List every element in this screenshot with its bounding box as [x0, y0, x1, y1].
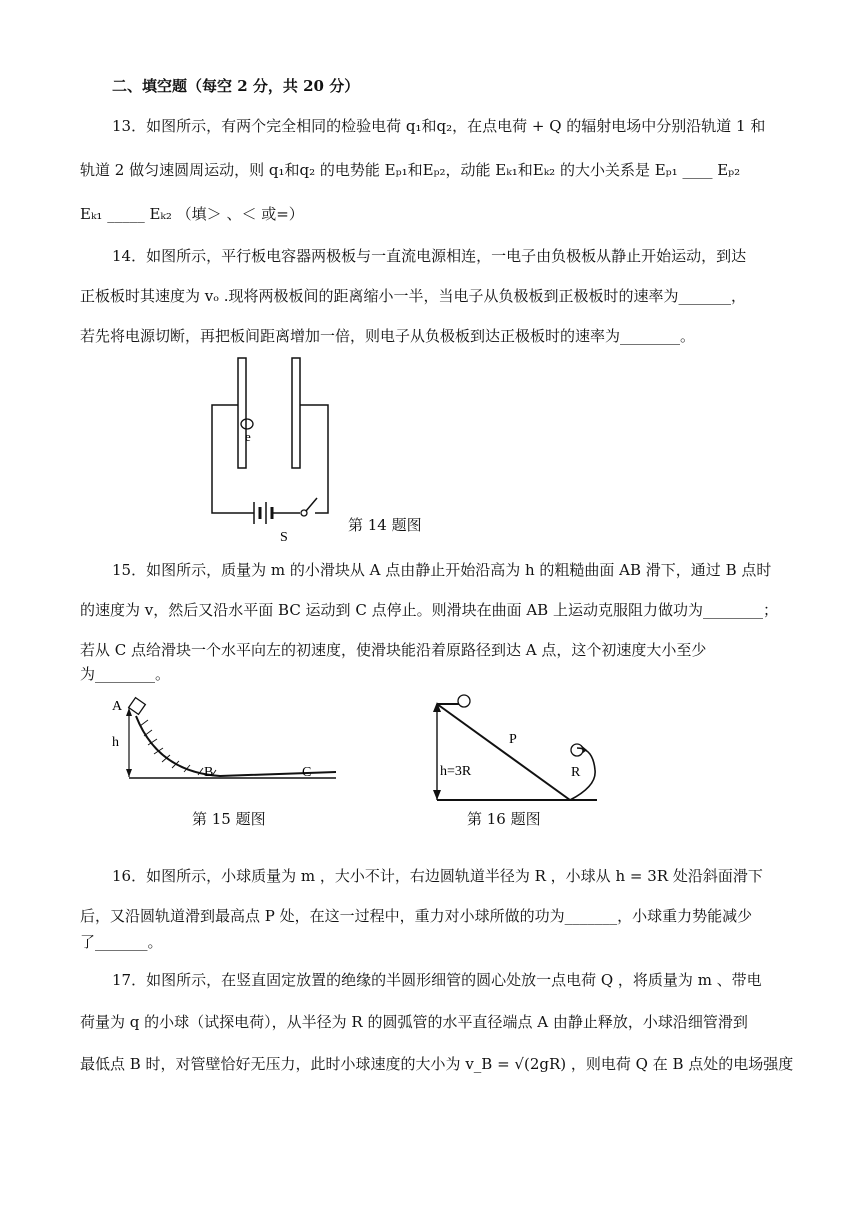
q17-line-1: 17．如图所示，在竖直固定放置的绝缘的半圆形细管的圆心处放一点电荷 Q ，将质量为 m 、带电 — [112, 971, 762, 989]
q14-line-2: 正板板时其速度为 vₒ .现将两极板间的距离缩小一半，当电子从负极板到正极板时的速率为_______， — [80, 287, 747, 305]
label-a: A — [112, 699, 123, 714]
q16-line-2: 后，又沿圆轨道滑到最高点 P 处，在这一过程中，重力对小球所做的功为_______，小球重力势能减少 — [80, 907, 753, 925]
figure-16-caption: 第 16 题图 — [467, 810, 541, 828]
figure-16-incline-loop — [425, 690, 605, 804]
q16-line-1: 16．如图所示，小球质量为 m ，大小不计，右边圆轨道半径为 R ，小球从 h = 3R 处沿斜面滑下 — [112, 867, 763, 885]
q13-line-3: Eₖ₁ _____ Eₖ₂ （填＞ 、＜ 或=） — [80, 205, 304, 223]
label-b: B — [204, 765, 214, 780]
ball-top — [458, 695, 470, 707]
switch-lever — [306, 498, 317, 511]
switch-label: S — [280, 530, 288, 545]
q17-line-2: 荷量为 q 的小球（试探电荷），从半径为 R 的圆弧管的水平直径端点 A 由静止释放，小球沿细管滑到 — [80, 1013, 748, 1031]
q15-line-1: 15．如图所示，质量为 m 的小滑块从 A 点由静止开始沿高为 h 的粗糙曲面 AB 滑下，通过 B 点时 — [112, 561, 772, 579]
q15-line-2: 的速度为 v，然后又沿水平面 BC 运动到 C 点停止。则滑块在曲面 AB 上运动克服阻力做功为________； — [80, 601, 778, 619]
figure-15-caption: 第 15 题图 — [192, 810, 266, 828]
q14-line-1: 14．如图所示，平行板电容器两极板与一直流电源相连，一电子由负极板从静止开始运动，到达 — [112, 247, 747, 265]
q14-line-3: 若先将电源切断，再把板间距离增加一倍，则电子从负极板到达正极板时的速率为________。 — [80, 327, 696, 345]
q15-line-3: 若从 C 点给滑块一个水平向左的初速度，使滑块能沿着原路径到达 A 点，这个初速度大小至少 — [80, 641, 707, 659]
figure-14-caption: 第 14 题图 — [348, 516, 422, 534]
electron-label: e — [245, 429, 251, 444]
label-p: P — [509, 732, 517, 747]
incline — [437, 704, 570, 800]
q17-line-3: 最低点 B 时，对管壁恰好无压力，此时小球速度的大小为 v_B = √(2gR) ，则电荷 Q 在 B 点处的电场强度 — [80, 1055, 794, 1073]
section-heading: 二、填空题（每空 2 分，共 20 分） — [112, 77, 360, 95]
figure-14-capacitor-circuit — [200, 350, 340, 550]
q13-line-1: 13．如图所示，有两个完全相同的检验电荷 q₁和q₂，在点电荷 + Q 的辐射电场中分别沿轨道 1 和 — [112, 117, 766, 135]
label-r: R — [571, 765, 581, 780]
label-h3r: h=3R — [440, 764, 472, 779]
electron-circle — [241, 419, 253, 429]
q13-line-2: 轨道 2 做匀速圆周运动，则 q₁和q₂ 的电势能 Eₚ₁和Eₚ₂，动能 Eₖ₁和Eₖ₂ 的大小关系是 Eₚ₁ ____ Eₚ₂ — [80, 161, 741, 179]
q16-line-3: 了_______。 — [80, 933, 163, 951]
figure-15-curved-track — [100, 690, 350, 790]
label-h: h — [112, 735, 119, 750]
q15-line-4: 为________。 — [80, 665, 171, 683]
label-c: C — [302, 765, 312, 780]
ball-loop — [571, 744, 583, 756]
slider-block — [129, 698, 146, 715]
